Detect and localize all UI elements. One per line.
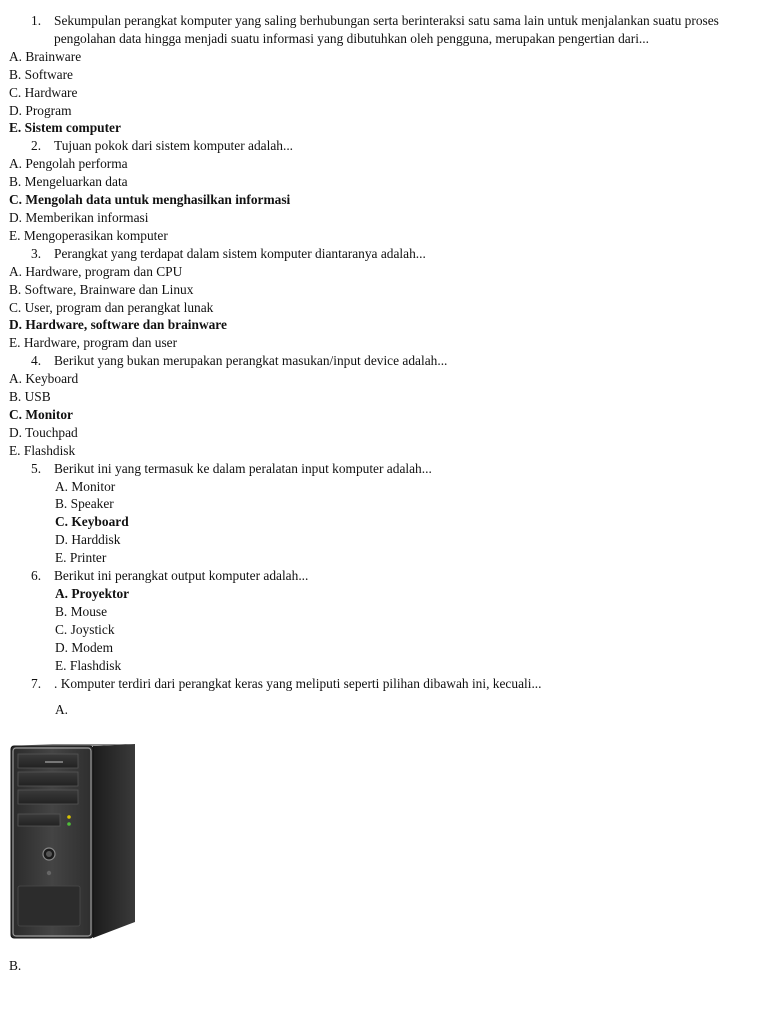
option-6d: D. Modem — [55, 639, 114, 655]
option-7a-label: A. — [55, 702, 69, 718]
option-1b: B. Software — [9, 66, 73, 82]
question-number: 5. — [31, 460, 42, 476]
option-2b: B. Mengeluarkan data — [9, 174, 128, 190]
option-6c: C. Joystick — [55, 621, 115, 637]
option-2a: A. Pengolah performa — [9, 156, 128, 172]
option-4a: A. Keyboard — [9, 371, 79, 387]
option-6b: B. Mouse — [55, 603, 108, 619]
option-6a-answer: A. Proyektor — [55, 586, 130, 601]
question-4 — [0, 352, 768, 370]
question-number: 4. — [31, 353, 42, 369]
question-7 — [0, 675, 768, 693]
question-number: 2. — [31, 138, 42, 154]
question-6 — [0, 567, 768, 585]
option-4b: B. USB — [9, 389, 51, 405]
question-3 — [0, 245, 768, 263]
option-2e: E. Mengoperasikan komputer — [9, 227, 168, 243]
option-5a: A. Monitor — [55, 478, 116, 494]
question-text: . Komputer terdiri dari perangkat keras yang meliputi seperti pilihan dibawah ini, kecuali... — [54, 675, 542, 691]
option-2d: D. Memberikan informasi — [9, 209, 149, 225]
option-3c: C. User, program dan perangkat lunak — [9, 299, 214, 315]
question-2 — [0, 137, 768, 155]
option-3a: A. Hardware, program dan CPU — [9, 263, 183, 279]
question-text: Berikut ini perangkat output komputer adalah... — [54, 568, 309, 584]
option-4c-answer: C. Monitor — [9, 406, 73, 422]
option-1d: D. Program — [9, 102, 72, 118]
question-text: Berikut ini yang termasuk ke dalam peralatan input komputer adalah... — [54, 460, 432, 476]
question-number: 1. — [31, 13, 42, 28]
option-6e: E. Flashdisk — [55, 657, 122, 673]
question-5 — [0, 460, 768, 478]
option-2c-answer: C. Mengolah data untuk menghasilkan informasi — [9, 192, 291, 208]
question-text: Sekumpulan perangkat komputer yang saling berhubungan serta berinteraksi satu sama lain untuk menjalankan suatu proses pengolahan data hingga menjadi suatu informasi yang dibutuhkan oleh pengguna, merupakan pengertian dari... — [54, 13, 719, 46]
document-body — [0, 12, 768, 719]
option-5d: D. Harddisk — [55, 532, 121, 548]
option-4d: D. Touchpad — [9, 424, 78, 440]
question-text: Tujuan pokok dari sistem komputer adalah... — [54, 138, 294, 154]
option-4e: E. Flashdisk — [9, 442, 76, 458]
question-text: Perangkat yang terdapat dalam sistem komputer diantaranya adalah... — [54, 245, 426, 261]
option-3d-answer: D. Hardware, software dan brainware — [9, 317, 227, 333]
option-3b: B. Software, Brainware dan Linux — [9, 281, 194, 297]
question-number: 3. — [31, 245, 42, 261]
option-1e-answer: E. Sistem computer — [9, 120, 121, 136]
question-number: 7. — [31, 675, 42, 691]
option-5b: B. Speaker — [55, 496, 114, 512]
pc-tower-icon — [9, 742, 137, 940]
option-1c: C. Hardware — [9, 84, 78, 100]
question-text: Berikut yang bukan merupakan perangkat masukan/input device adalah... — [54, 353, 448, 369]
option-3e: E. Hardware, program dan user — [9, 335, 178, 351]
question-number: 6. — [31, 568, 42, 584]
option-5e: E. Printer — [55, 550, 107, 566]
option-7b-label: B. — [9, 958, 22, 973]
option-1a: A. Brainware — [9, 48, 82, 64]
question-1 — [0, 12, 768, 48]
option-5c-answer: C. Keyboard — [55, 514, 129, 530]
